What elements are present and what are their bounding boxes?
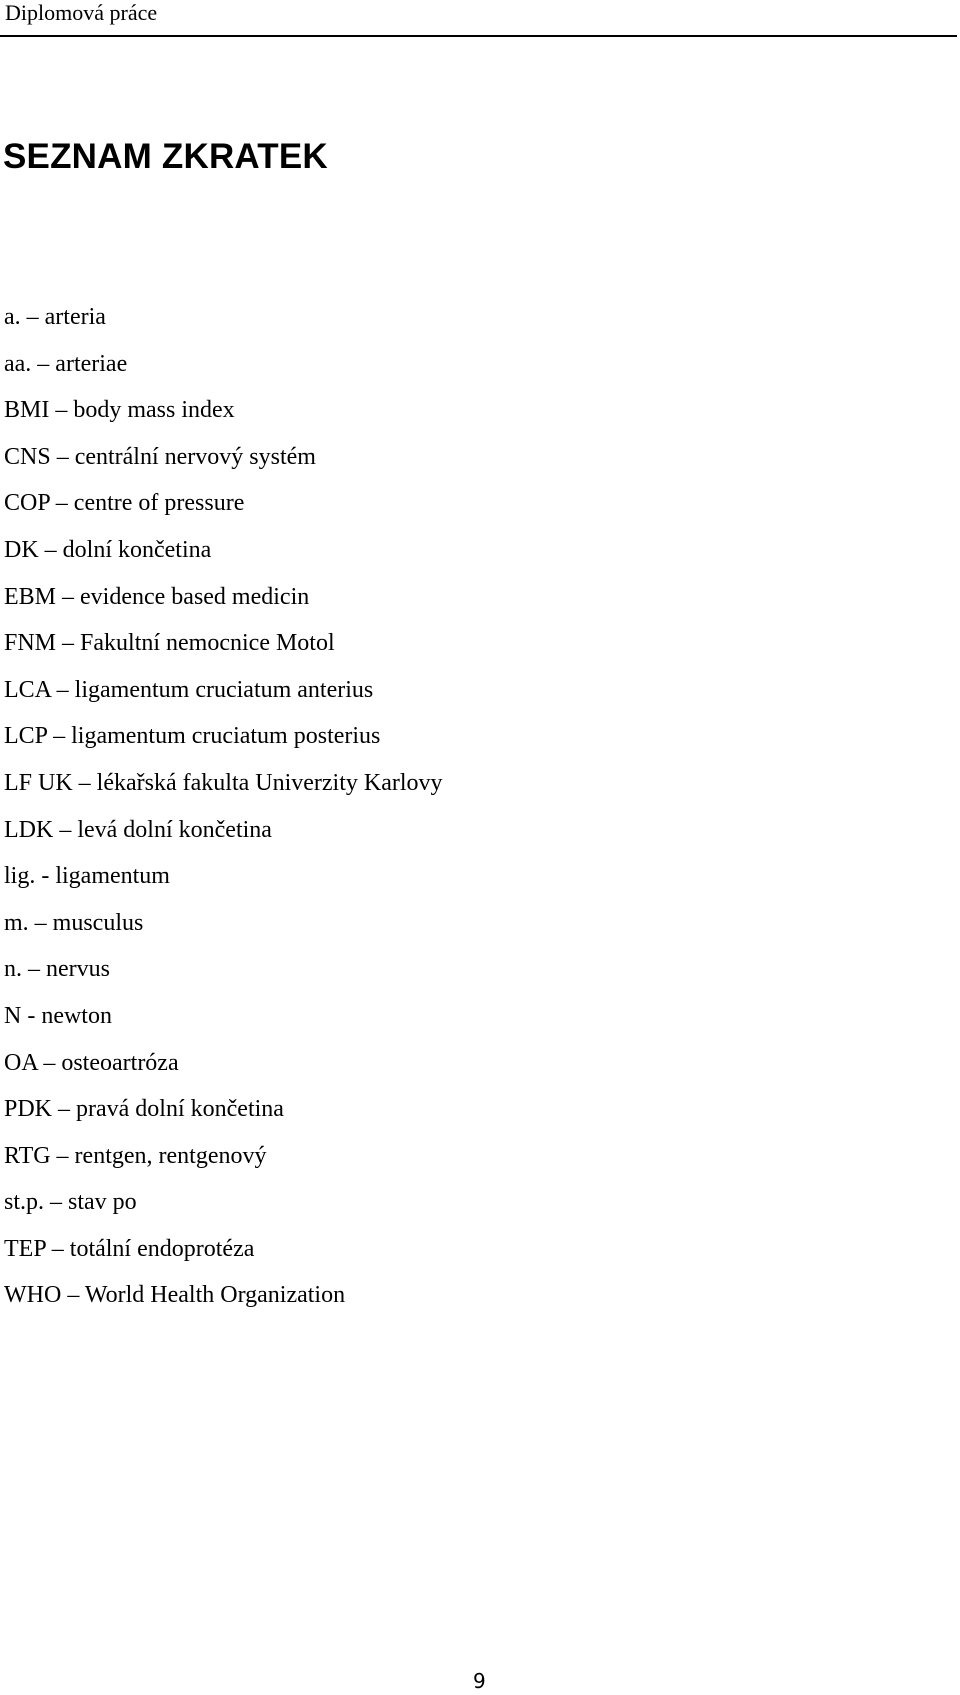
abbreviation-item: FNM – Fakultní nemocnice Motol (4, 630, 335, 657)
abbreviation-item: LDK – levá dolní končetina (4, 816, 272, 843)
abbreviation-item: LCA – ligamentum cruciatum anterius (4, 676, 374, 703)
abbreviation-item: m. – musculus (4, 909, 144, 936)
abbreviation-item: lig. - ligamentum (4, 863, 170, 890)
abbreviation-item: n. – nervus (4, 956, 110, 983)
abbreviation-item: RTG – rentgen, rentgenový (4, 1142, 267, 1169)
abbreviation-item: st.p. – stav po (4, 1189, 137, 1216)
abbreviation-item: CNS – centrální nervový systém (4, 443, 316, 470)
abbreviation-item: LCP – ligamentum cruciatum posterius (4, 723, 381, 750)
abbreviation-item: a. – arteria (4, 304, 106, 330)
abbreviation-list (4, 294, 443, 1319)
abbreviation-item: DK – dolní končetina (4, 536, 212, 563)
abbreviation-item: LF UK – lékařská fakulta Univerzity Karlovy (4, 769, 443, 796)
abbreviation-item: N - newton (4, 1002, 112, 1029)
abbreviation-item: BMI – body mass index (4, 397, 235, 424)
header-divider (0, 35, 957, 37)
abbreviation-item: OA – osteoartróza (4, 1049, 179, 1076)
page-number: 9 (473, 1669, 486, 1693)
abbreviation-item: WHO – World Health Organization (4, 1282, 346, 1309)
running-header: Diplomová práce (5, 0, 158, 25)
abbreviation-item: TEP – totální endoprotéza (4, 1235, 255, 1262)
abbreviation-item: COP – centre of pressure (4, 490, 245, 517)
page-title: SEZNAM ZKRATEK (3, 137, 328, 176)
abbreviation-item: aa. – arteriae (4, 350, 128, 377)
abbreviation-item: EBM – evidence based medicin (4, 583, 310, 610)
abbreviation-item: PDK – pravá dolní končetina (4, 1096, 284, 1123)
